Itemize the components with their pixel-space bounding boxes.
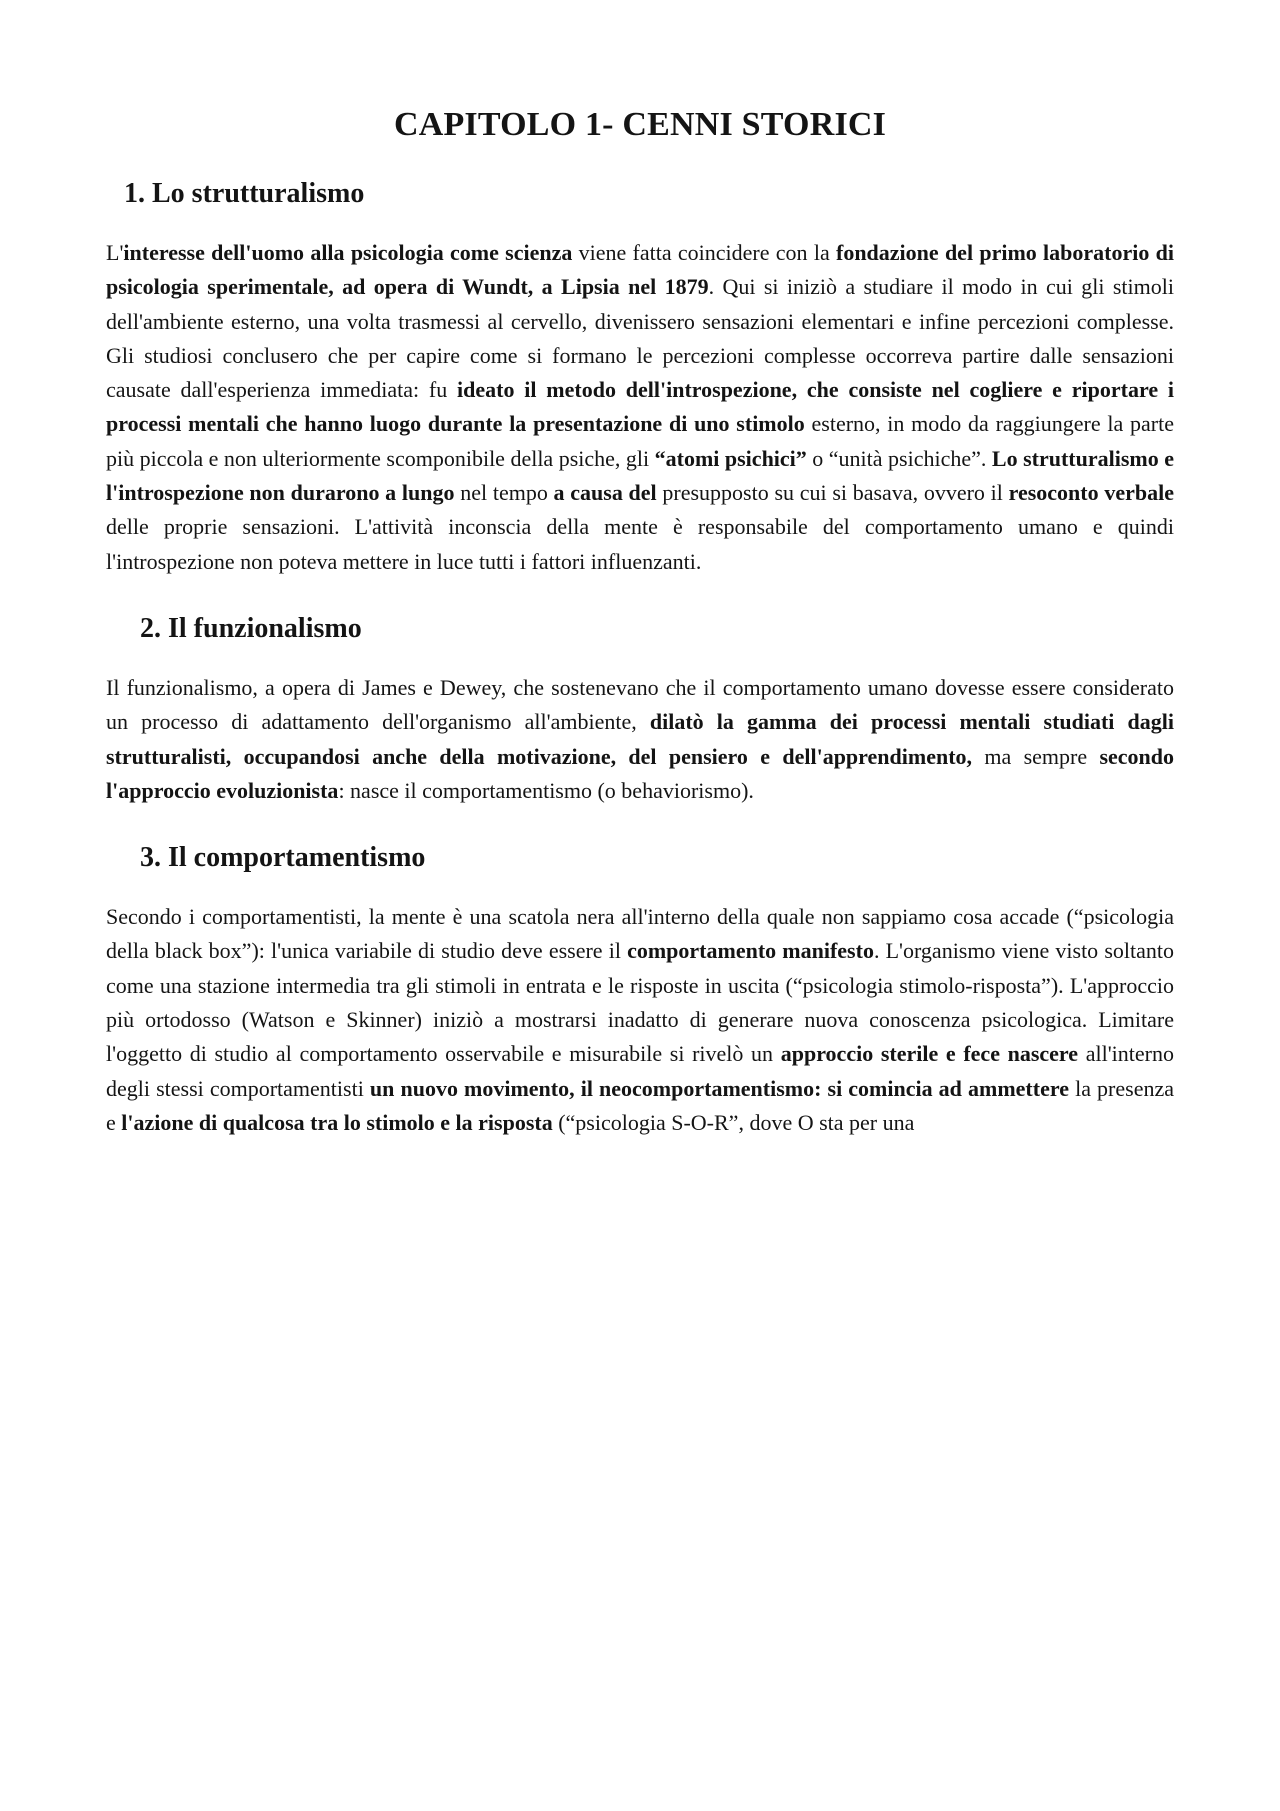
text-run: viene fatta coincidere con la [572,240,836,265]
bold-text-run: “atomi psichici” [654,445,807,471]
text-run: . Qui si iniziò a studiare il modo in cui gli stimoli dell'ambiente esterno, una volta trasmessi al cervello, divenissero sensazioni elementari e infine percezioni complesse. Gli studiosi conclusero che per capire come si formano le percezioni complesse occorreva partire dalle sensazioni causate dall'esperienza immediata: fu [106,274,1174,403]
text-run: . L'organismo viene visto soltanto come una stazione intermedia tra gli stimoli in entrata e le risposte in uscita (“psicologia stimolo-risposta”). L'approccio più ortodosso (Watson e Skinner) iniziò a mostrarsi inadatto di generare nuova conoscenza psicologica. Limitare l'oggetto di studio al comportamento osservabile e misurabile si rivelò un [106,938,1174,1067]
section-comportamentismo [106,842,1174,1140]
text-run: ma sempre [972,743,1100,769]
text-run: L' [106,240,124,265]
text-run: delle proprie sensazioni. L'attività inconscia della mente è responsabile del comportamento umano e quindi l'introspezione non poteva mettere in luce tutti i fattori influenzanti. [106,514,1174,574]
text-run: (“psicologia S-O-R”, dove O sta per una [552,1109,915,1135]
bold-text-run: comportamento manifesto [627,938,874,964]
bold-text-run: l'azione di qualcosa tra lo stimolo e la risposta [121,1109,553,1135]
text-run: nel tempo [454,480,554,506]
bold-text-run: resoconto verbale [1008,480,1174,506]
text-run: esterno, in modo da raggiungere la parte più piccola e non ulteriormente scomponibile della psiche, gli [106,411,1175,471]
section-funzionalismo [106,613,1174,808]
text-run: la presenza e [106,1075,1174,1135]
bold-text-run: dilatò la gamma dei processi mentali studiati dagli strutturalisti, occupandosi anche della motivazione, del pensiero e dell'apprendimento, [106,709,1174,769]
bold-text-run: interesse dell'uomo alla psicologia come scienza [123,240,573,265]
bold-text-run: approccio sterile e fece nascere [780,1041,1079,1067]
text-run: : nasce il comportamentismo (o behaviorismo). [338,777,754,803]
section-heading-funzionalismo: 2. Il funzionalismo [140,612,362,644]
paragraph-funzionalismo [106,671,1174,808]
paragraph-strutturalismo [106,236,1174,579]
section-heading-comportamentismo: 3. Il comportamentismo [140,842,426,874]
bold-text-run: fondazione del primo laboratorio di psicologia sperimentale, ad opera di Wundt, a Lipsia nel 1879 [106,240,1175,300]
text-run: Il funzionalismo, a opera di James e Dewey, che sostenevano che il comportamento umano dovesse essere considerato un processo di adattamento dell'organismo all'ambiente, [106,674,1174,735]
paragraph-comportamentismo [106,900,1174,1140]
bold-text-run: secondo l'approccio evoluzionista [106,743,1174,803]
bold-text-run: un nuovo movimento, il neocomportamentismo: si comincia ad ammettere [369,1075,1069,1101]
text-run: all'interno degli stessi comportamentisti [106,1041,1175,1101]
text-run: presupposto su cui si basava, ovvero il [656,480,1009,506]
section-strutturalismo [106,178,1174,579]
bold-text-run: a causa del [553,480,657,506]
text-run: o “unità psichiche”. [806,445,992,471]
bold-text-run: ideato il metodo dell'introspezione, che consiste nel cogliere e riportare i processi mentali che hanno luogo durante la presentazione di uno stimolo [106,377,1174,437]
section-heading-strutturalismo: 1. Lo strutturalismo [124,178,365,209]
page-title: CAPITOLO 1- CENNI STORICI [393,106,887,143]
text-run: Secondo i comportamentisti, la mente è una scatola nera all'interno della quale non sappiamo cosa accade (“psicologia della black box”): l'unica variabile di studio deve essere il [106,904,1174,964]
bold-text-run: Lo strutturalismo e l'introspezione non durarono a lungo [106,445,1174,506]
